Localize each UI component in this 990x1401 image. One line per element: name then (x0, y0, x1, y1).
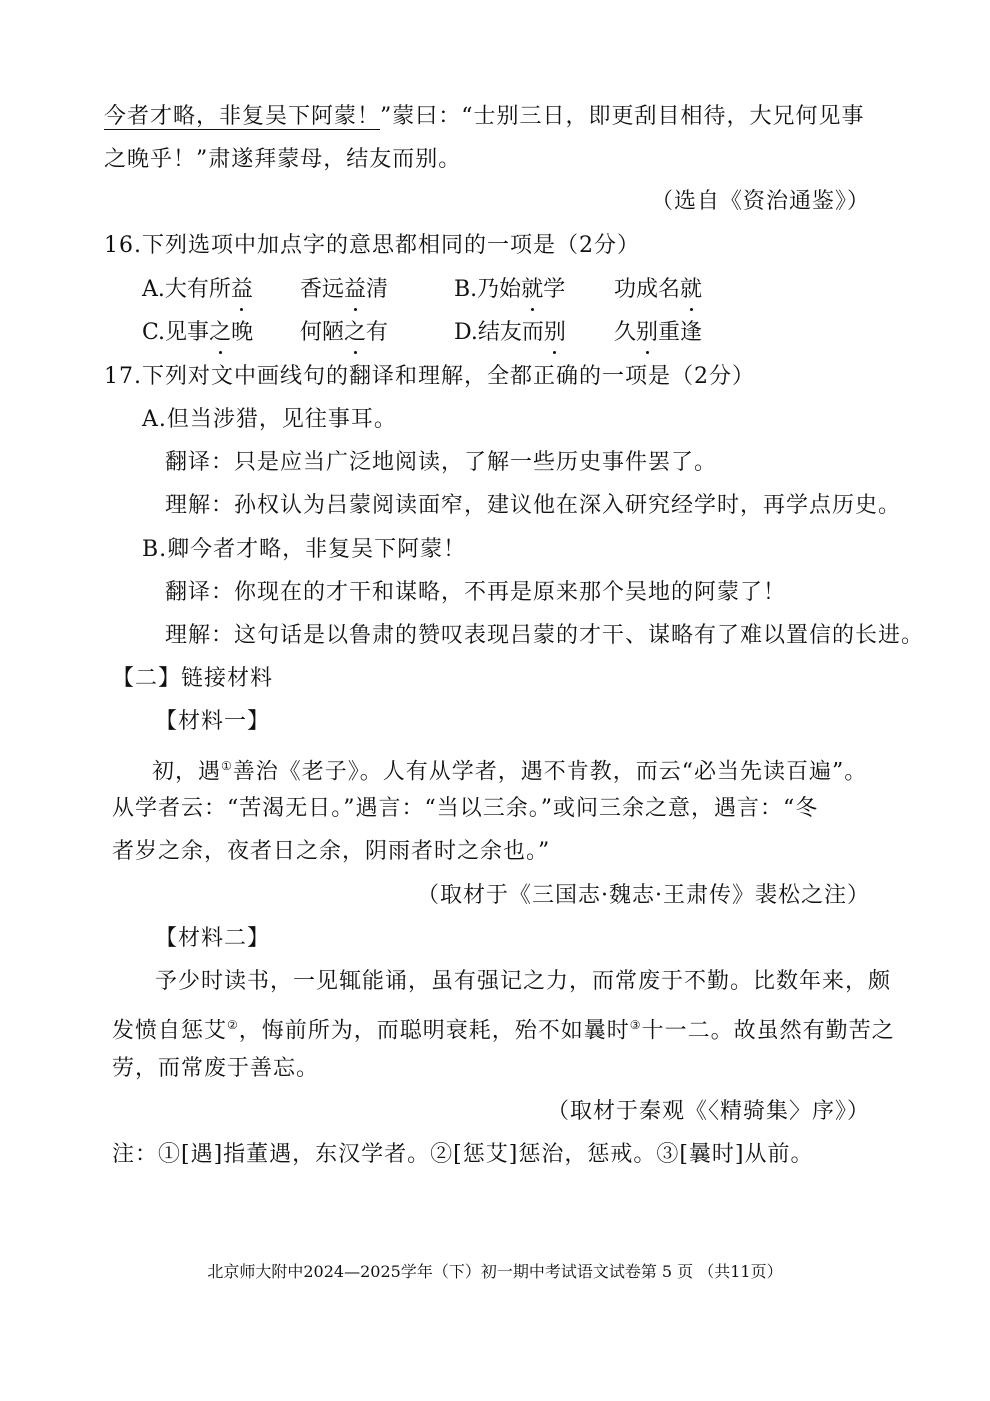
option-text: 清 (366, 277, 389, 302)
underlined-sentence: 今者才略，非复吴下阿蒙！ (104, 104, 381, 129)
q16-option-c (142, 318, 253, 348)
q16-option-d-second (614, 318, 702, 348)
dotted-char: 别 (544, 318, 566, 348)
material-2-source: （取材于秦观《〈精骑集〉序》） (546, 1099, 870, 1124)
passage-line-1 (104, 102, 865, 132)
passage-line-2: 之晚乎！”肃遂拜蒙母，结友而别。 (104, 147, 462, 172)
material-1-heading: 【材料一】 (155, 709, 271, 734)
material-text: 善治《老子》。人有从学者，遇不肯教，而云“必当先读百遍”。 (232, 759, 868, 785)
dotted-char: 益 (231, 275, 253, 305)
footnotes: 注：①[遇]指董遇，东汉学者。②[惩艾]惩治，惩戒。③[曩时]从前。 (112, 1142, 814, 1167)
q17-option-a-understanding: 理解：孙权认为吕蒙阅读面窄，建议他在深入研究经学时，再学点历史。 (165, 493, 902, 518)
option-text: 久 (614, 320, 637, 345)
option-label: C. (142, 320, 166, 345)
dotted-char: 别 (636, 318, 658, 348)
material-1-line-3: 者岁之余，夜者日之余，阴雨者时之余也。” (112, 839, 551, 864)
dotted-char: 就 (680, 275, 702, 305)
option-text: 大有所 (164, 277, 231, 302)
footnote-marker: ① (221, 759, 233, 773)
material-2-line-1: 予少时读书，一见辄能诵，虽有强记之力，而常废于不勤。比数年来，颇 (155, 969, 892, 994)
material-2-heading: 【材料二】 (155, 926, 271, 951)
q16-option-c-second (300, 318, 388, 348)
q16-option-d (454, 318, 566, 348)
material-2-line-2 (112, 1010, 895, 1046)
option-text: 结友而 (477, 320, 544, 345)
footnote-marker: ② (227, 1018, 239, 1032)
q16-option-b (454, 275, 565, 305)
material-1-line-2: 从学者云：“苦渴无日。”遇言：“当以三余。”或问三余之意，遇言：“冬 (112, 796, 819, 821)
option-label: D. (454, 320, 478, 345)
passage-source: （选自《资治通鉴》） (650, 189, 870, 214)
q17-option-a-sentence: A.但当涉猎，见往事耳。 (142, 407, 397, 432)
option-text: 重逢 (658, 320, 703, 345)
dotted-char: 就 (521, 275, 543, 305)
material-1-source: （取材于《三国志·魏志·王肃传》裴松之注） (417, 883, 870, 908)
page-footer: 北京师大附中2024—2025学年（下）初一期中考试语文试卷第 5 页 （共11页） (207, 1262, 783, 1281)
q16-option-a (142, 275, 253, 305)
question-16-stem: 16.下列选项中加点字的意思都相同的一项是（2分） (104, 233, 640, 258)
option-text: 见事 (165, 320, 210, 345)
material-text: 发愤自惩艾 (112, 1018, 228, 1044)
material-text: ，悔前所为，而聪明衰耗，殆不如曩时 (238, 1018, 630, 1044)
option-text: 香远 (300, 277, 345, 302)
option-label: A. (142, 277, 165, 302)
material-2-line-3: 劳，而常废于善忘。 (112, 1056, 320, 1081)
dotted-char: 之 (209, 318, 231, 348)
q17-option-b-sentence: B.卿今者才略，非复吴下阿蒙！ (142, 537, 467, 562)
q17-option-b-understanding: 理解：这句话是以鲁肃的赞叹表现吕蒙的才干、谋略有了难以置信的长进。 (165, 623, 925, 648)
material-1-line-1 (152, 751, 867, 787)
material-text: 十一二。故虽然有勤苦之 (641, 1018, 895, 1044)
passage-line-1-rest: ”蒙曰：“士别三日，即更刮目相待，大兄何见事 (380, 104, 865, 129)
option-text: 学 (543, 277, 566, 302)
question-17-stem: 17.下列对文中画线句的翻译和理解，全都正确的一项是（2分） (104, 364, 755, 389)
dotted-char: 益 (344, 275, 366, 305)
option-text: 功成名 (614, 277, 681, 302)
option-text: 乃始 (477, 277, 522, 302)
option-label: B. (454, 277, 478, 302)
material-text: 初，遇 (152, 759, 222, 785)
option-text: 何陋 (300, 320, 345, 345)
footnote-marker: ③ (629, 1018, 642, 1032)
dotted-char: 之 (344, 318, 366, 348)
q17-option-b-translation: 翻译：你现在的才干和谋略，不再是原来那个吴地的阿蒙了！ (165, 580, 787, 605)
option-text: 有 (366, 320, 389, 345)
option-text: 晚 (231, 320, 254, 345)
section-2-heading: 【二】链接材料 (112, 666, 274, 691)
q17-option-a-translation: 翻译：只是应当广泛地阅读，了解一些历史事件罢了。 (165, 450, 718, 475)
q16-option-b-second (614, 275, 702, 305)
q16-option-a-second (300, 275, 388, 305)
